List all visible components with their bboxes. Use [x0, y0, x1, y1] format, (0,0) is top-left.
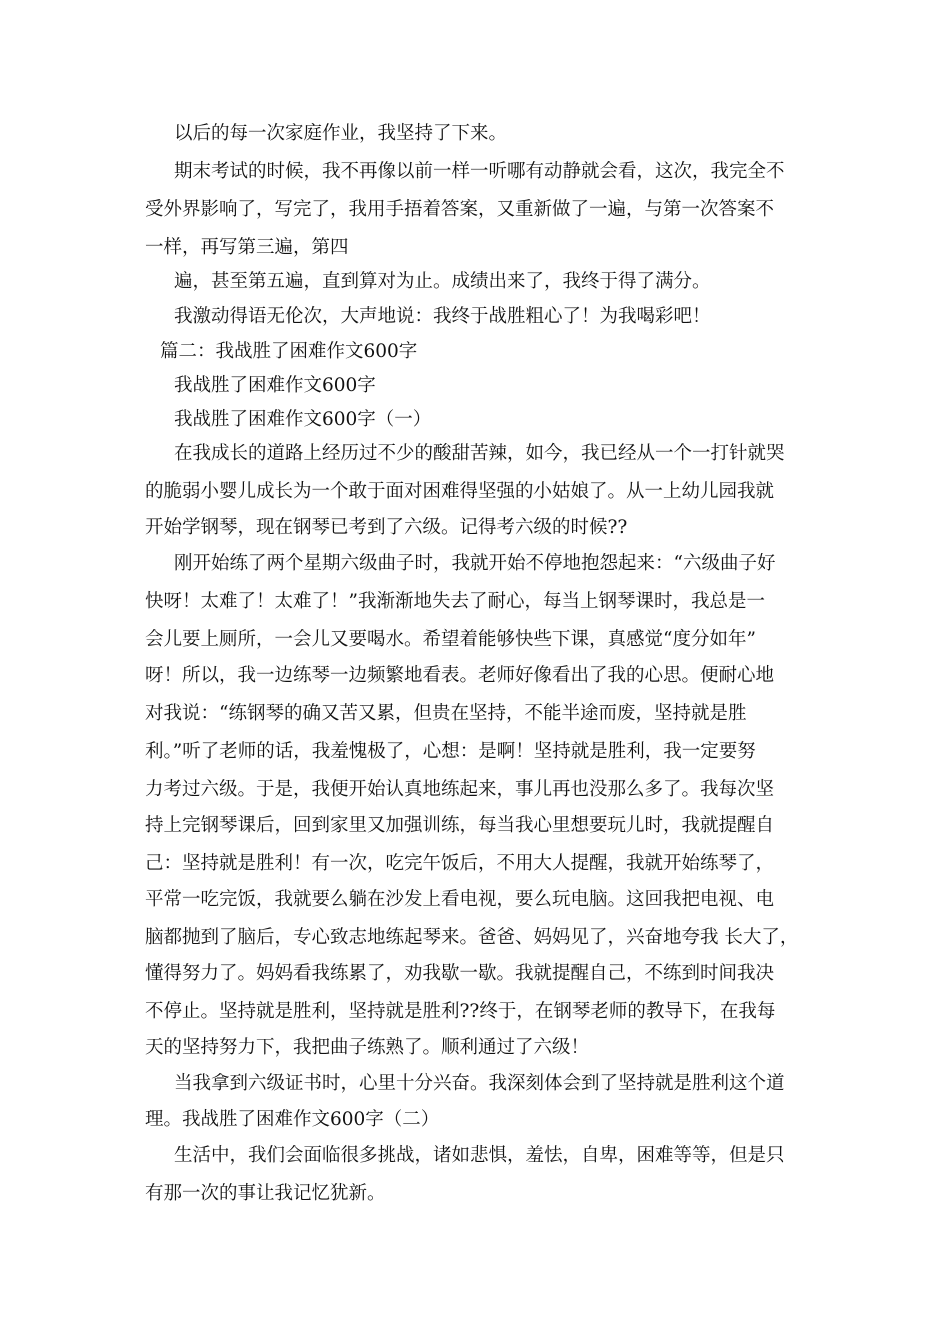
paragraph-line: 天的坚持努力下，我把曲子练熟了。顺利通过了六级！ — [145, 1037, 590, 1058]
paragraph-line: 己：坚持就是胜利！有一次，吃完午饭后，不用大人提醒，我就开始练琴了， — [145, 853, 775, 874]
paragraph-line: 遍，甚至第五遍，直到算对为止。成绩出来了，我终于得了满分。 — [174, 271, 711, 292]
paragraph-line: 在我成长的道路上经历过不少的酸甜苦辣，如今，我已经从一个一打针就哭 — [174, 443, 785, 464]
paragraph-line: 有那一次的事让我记忆犹新。 — [145, 1183, 386, 1204]
paragraph-line: 利。”听了老师的话，我羞愧极了，心想：是啊！坚持就是胜利，我一定要努 — [145, 741, 756, 762]
paragraph-line: 呀！所以，我一边练琴一边频繁地看表。老师好像看出了我的心思。便耐心地 — [145, 665, 775, 686]
article-subtitle: 我战胜了困难作文600字（一） — [174, 409, 432, 430]
paragraph-line: 会儿要上厕所，一会儿又要喝水。希望着能够快些下课，真感觉“度分如年” — [145, 629, 756, 650]
paragraph-line: 懂得努力了。妈妈看我练累了，劝我歇一歇。我就提醒自己，不练到时间我决 — [145, 963, 775, 984]
paragraph-line: 力考过六级。于是，我便开始认真地练起来，事儿再也没那么多了。我每次坚 — [145, 779, 775, 800]
paragraph-line: 快呀！太难了！太难了！”我渐渐地失去了耐心，每当上钢琴课时，我总是一 — [145, 591, 765, 612]
paragraph-line: 受外界影响了，写完了，我用手捂着答案，又重新做了一遍，与第一次答案不 — [145, 199, 775, 220]
article-title: 我战胜了困难作文600字 — [174, 375, 376, 396]
paragraph-line: 当我拿到六级证书时，心里十分兴奋。我深刻体会到了坚持就是胜利这个道 — [174, 1073, 785, 1094]
paragraph-line: 我激动得语无伦次，大声地说：我终于战胜粗心了！为我喝彩吧！ — [174, 306, 711, 327]
paragraph-line: 生活中，我们会面临很多挑战，诸如悲惧，羞怯，自卑，困难等等，但是只 — [174, 1145, 785, 1166]
paragraph-line: 开始学钢琴，现在钢琴已考到了六级。记得考六级的时候?? — [145, 517, 628, 538]
paragraph-line: 理。我战胜了困难作文600字（二） — [145, 1109, 440, 1130]
paragraph-line: 刚开始练了两个星期六级曲子时，我就开始不停地抱怨起来：“六级曲子好 — [174, 553, 776, 574]
paragraph-line: 持上完钢琴课后，回到家里又加强训练，每当我心里想要玩儿时，我就提醒自 — [145, 815, 775, 836]
paragraph-line: 对我说：“练钢琴的确又苦又累，但贵在坚持，不能半途而废，坚持就是胜 — [145, 703, 747, 724]
paragraph-line: 脑都抛到了脑后，专心致志地练起琴来。爸爸、妈妈见了，兴奋地夸我 长大了， — [145, 927, 799, 948]
paragraph-line: 一样，再写第三遍，第四 — [145, 237, 349, 258]
paragraph-line: 的脆弱小婴儿成长为一个敢于面对困难得坚强的小姑娘了。从一上幼儿园我就 — [145, 481, 775, 502]
paragraph-line: 不停止。坚持就是胜利，坚持就是胜利??终于，在钢琴老师的教导下，在我每 — [145, 1001, 776, 1022]
section-heading: 篇二：我战胜了困难作文600字 — [160, 341, 418, 362]
paragraph-line: 以后的每一次家庭作业，我坚持了下来。 — [174, 123, 508, 144]
paragraph-line: 期末考试的时候，我不再像以前一样一听哪有动静就会看，这次，我完全不 — [174, 161, 785, 182]
paragraph-line: 平常一吃完饭，我就要么躺在沙发上看电视，要么玩电脑。这回我把电视、电 — [145, 889, 775, 910]
